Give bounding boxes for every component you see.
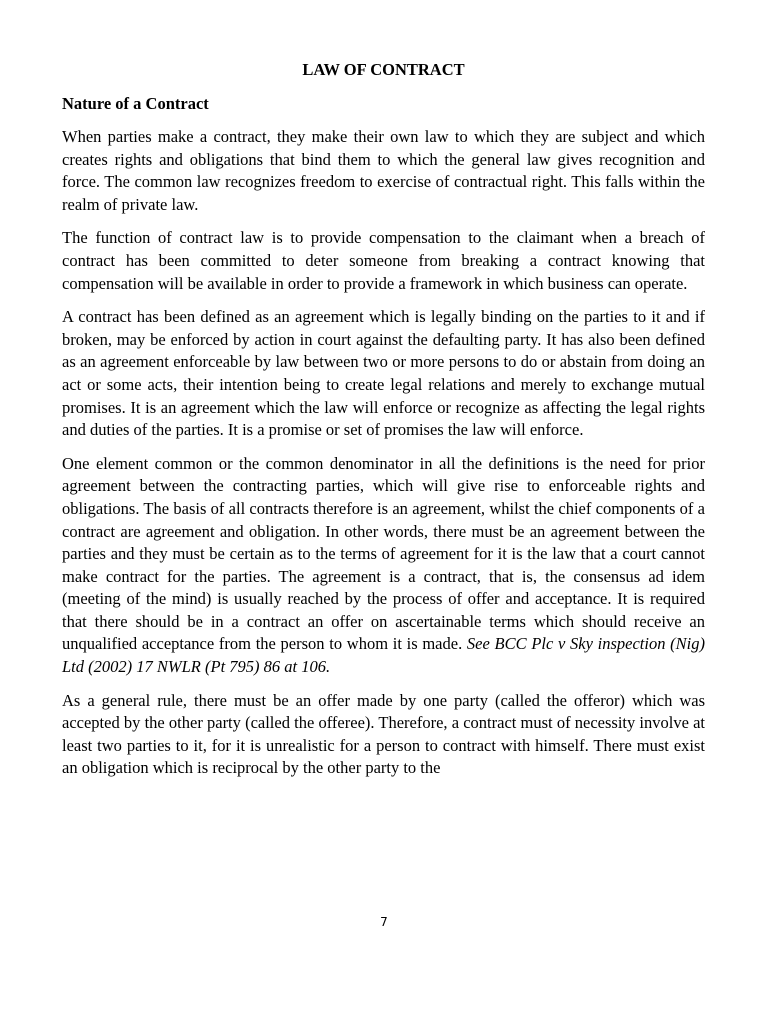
paragraph-definition-of-contract: A contract has been defined as an agreement which is legally binding on the parties to it and if broken, may be enforced by action in court against the defaulting party. It has also been defined as an agreement enforceable by law between two or more persons to do or abstain from doing an act or some acts, their intention being to create legal relations and merely to exchange mutual promises. It is an agreement which the law will enforce or recognize as affecting the legal rights and duties of the parties. It is a promise or set of promises the law will enforce.	[62, 307, 705, 440]
paragraph-freedom-of-contract: When parties make a contract, they make their own law to which they are subject and which creates rights and obligations that bind them to which the general law gives recognition and force. The common law recognizes freedom to exercise of contractual right. This falls within the realm of private law.	[62, 127, 705, 214]
paragraph-function-of-contract-law: The function of contract law is to provide compensation to the claimant when a breach of contract has been committed to deter someone from breaking a contract knowing that compensation will be available in order to provide a framework in which business can operate.	[62, 228, 705, 293]
paragraph-common-element	[62, 453, 705, 679]
paragraph-common-element-text: One element common or the common denominator in all the definitions is the need for prior agreement between the contracting parties, which will give rise to enforceable rights and obligations. The basis of all contracts therefore is an agreement, whilst the chief components of a contract are agreement and obligation. In other words, there must be an agreement between the parties and they must be certain as to the terms of agreement for it is the law that a court cannot make contract for the parties. The agreement is a contract, that is, the consensus ad idem (meeting of the mind) is usually reached by the process of offer and acceptance. It is required that there should be in a contract an offer on ascertainable terms which should receive an unqualified acceptance from the person to whom it is made.	[62, 453, 705, 654]
paragraph-general-rule: As a general rule, there must be an offer made by one party (called the offeror) which was accepted by the other party (called the offeree). Therefore, a contract must of necessity involve at least two parties to it, for it is unrealistic for a person to contract with himself. There must exist an obligation which is reciprocal by the other party to the	[62, 690, 705, 778]
section-heading: Nature of a Contract	[62, 94, 209, 113]
page-number: 7	[380, 915, 388, 929]
case-citation: See BCC Plc v Sky inspection (Nig) Ltd (2002) 17 NWLR (Pt 795) 86 at 106.	[62, 634, 706, 677]
document-title: LAW OF CONTRACT	[302, 60, 465, 79]
page-content	[62, 59, 705, 791]
